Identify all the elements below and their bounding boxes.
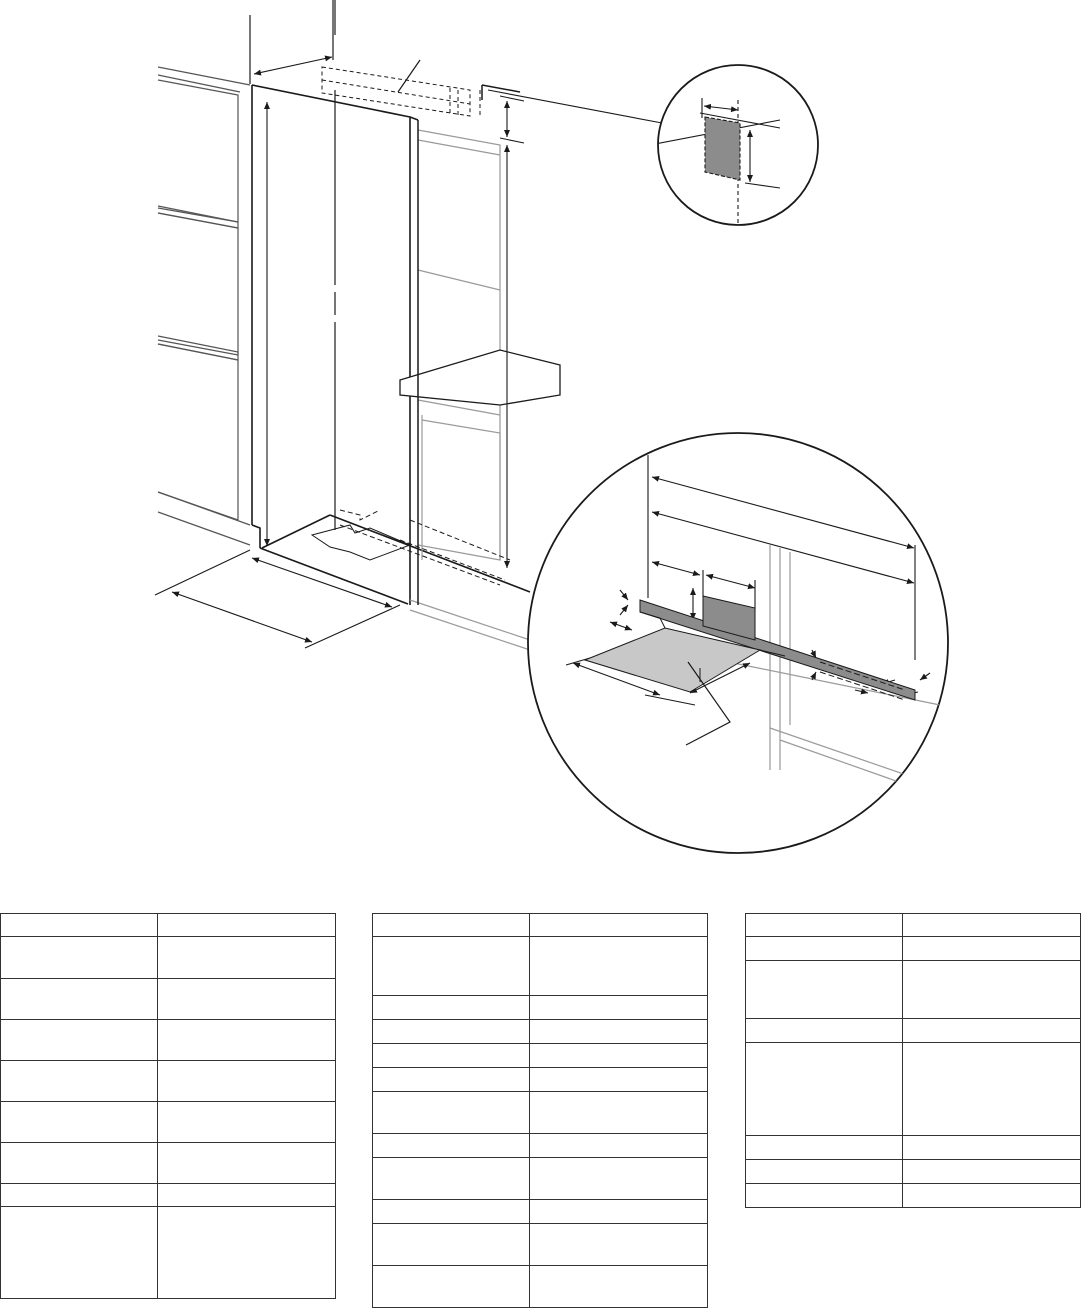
table-cell — [530, 1200, 708, 1224]
table-cell — [158, 1143, 336, 1184]
table-row — [373, 996, 708, 1020]
table-cell — [158, 1184, 336, 1207]
table-cell — [530, 996, 708, 1020]
table-row — [746, 1160, 1081, 1184]
table-cell — [530, 1020, 708, 1044]
table-row — [746, 1136, 1081, 1160]
table-cell — [373, 1068, 530, 1092]
table-cell — [1, 1020, 158, 1061]
table-row — [1, 1061, 336, 1102]
table-cell — [530, 1092, 708, 1134]
table-cell — [530, 1134, 708, 1158]
table-cell — [903, 1043, 1081, 1136]
table-cell — [746, 1136, 903, 1160]
table-row — [373, 914, 708, 937]
table-cell — [903, 1019, 1081, 1043]
table-cell — [373, 1134, 530, 1158]
table-row — [373, 1158, 708, 1200]
table-cell — [373, 1020, 530, 1044]
table-cell — [530, 1266, 708, 1308]
table-cell — [1, 1207, 158, 1299]
table-row — [1, 1020, 336, 1061]
table-cell — [530, 1044, 708, 1068]
table-cell — [158, 1207, 336, 1299]
table-row — [746, 1184, 1081, 1208]
table-row — [373, 1020, 708, 1044]
table-row — [746, 1043, 1081, 1136]
table-cell — [530, 1158, 708, 1200]
spec-table-2 — [372, 913, 708, 1308]
table-cell — [746, 961, 903, 1019]
table-cell — [373, 1200, 530, 1224]
table-row — [373, 1068, 708, 1092]
spec-table-1 — [0, 913, 336, 1299]
table-row — [1, 1143, 336, 1184]
countertop — [400, 350, 560, 405]
table-cell — [373, 1224, 530, 1266]
table-cell — [746, 1160, 903, 1184]
table-cell — [530, 1068, 708, 1092]
table-row — [373, 1266, 708, 1308]
table-cell — [530, 937, 708, 996]
table-cell — [1, 1102, 158, 1143]
floor-cutout — [312, 525, 410, 560]
table-cell — [903, 914, 1081, 937]
table-row — [746, 937, 1081, 961]
table-cell — [1, 937, 158, 979]
top-duct-outline — [322, 67, 480, 118]
spec-table-3 — [745, 913, 1081, 1208]
table-cell — [158, 1061, 336, 1102]
table-row — [746, 961, 1081, 1019]
table-cell — [746, 1184, 903, 1208]
table-cell — [158, 937, 336, 979]
table-cell — [903, 1184, 1081, 1208]
table-row — [373, 1224, 708, 1266]
table-cell — [158, 914, 336, 937]
table-row — [373, 1044, 708, 1068]
table-cell — [158, 1102, 336, 1143]
table-cell — [158, 1020, 336, 1061]
table-row — [373, 937, 708, 996]
table-cell — [746, 914, 903, 937]
table-cell — [373, 1092, 530, 1134]
table-cell — [1, 1184, 158, 1207]
table-cell — [746, 937, 903, 961]
table-row — [373, 1134, 708, 1158]
table-cell — [903, 937, 1081, 961]
table-cell — [903, 961, 1081, 1019]
table-cell — [746, 1043, 903, 1136]
table-cell — [373, 1044, 530, 1068]
table-row — [746, 914, 1081, 937]
table-row — [1, 1207, 336, 1299]
table-row — [1, 979, 336, 1020]
table-row — [373, 1092, 708, 1134]
table-cell — [158, 979, 336, 1020]
table-cell — [373, 937, 530, 996]
table-cell — [373, 1158, 530, 1200]
table-cell — [746, 1019, 903, 1043]
table-row — [1, 914, 336, 937]
appliance-opening — [252, 85, 530, 605]
table-row — [1, 937, 336, 979]
table-cell — [530, 1224, 708, 1266]
table-row — [373, 1200, 708, 1224]
floor-detail-callout — [528, 433, 950, 853]
table-row — [746, 1019, 1081, 1043]
table-cell — [373, 996, 530, 1020]
table-cell — [1, 1143, 158, 1184]
table-cell — [1, 1061, 158, 1102]
table-cell — [373, 914, 530, 937]
table-row — [1, 1184, 336, 1207]
vent-detail-callout — [650, 65, 818, 230]
vent-opening — [705, 117, 740, 180]
table-row — [1, 1102, 336, 1143]
table-cell — [373, 1266, 530, 1308]
table-cell — [530, 914, 708, 937]
left-cabinet-drawers — [158, 67, 250, 545]
table-cell — [1, 914, 158, 937]
table-cell — [903, 1160, 1081, 1184]
top-duct-leader — [398, 60, 420, 92]
table-cell — [903, 1136, 1081, 1160]
table-cell — [1, 979, 158, 1020]
